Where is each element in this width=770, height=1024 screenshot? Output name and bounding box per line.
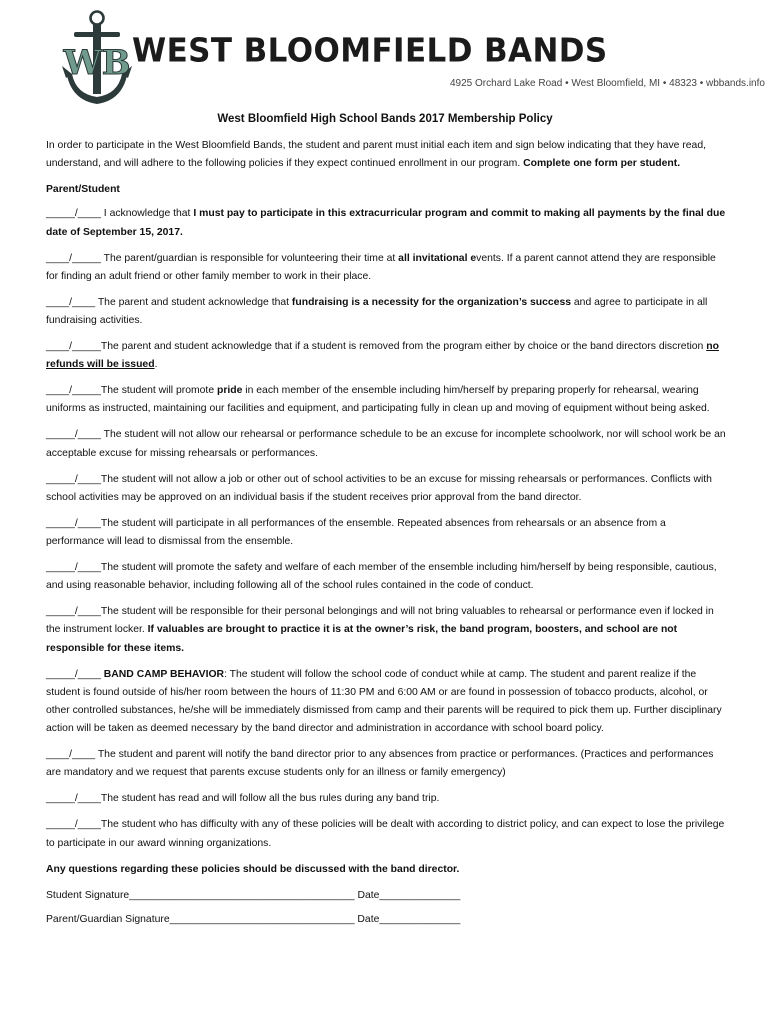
initial-blank[interactable]: ____/_____ bbox=[46, 252, 101, 264]
initial-blank[interactable]: _____/____ bbox=[46, 208, 101, 220]
policy-item-12: ____/____ The student and parent will notify the band director prior to any absences from practice or performances. (Practices and performances are mandatory and we request that parents excuse students only for an illness or family emergency) bbox=[46, 749, 714, 779]
policy-item-6: _____/____ The student will not allow our rehearsal or performance schedule to be an excuse for incomplete schoolwork, nor will school work be an acceptable excuse for missing rehearsals or performances. bbox=[46, 429, 726, 459]
policy-item-2: ____/_____ The parent/guardian is responsible for volunteering their time at all invitational events. If a parent cannot attend they are responsible for finding an adult friend or other family member to work in their place. bbox=[46, 252, 716, 282]
policy-item-13: _____/____The student has read and will follow all the bus rules during any band trip. bbox=[46, 793, 440, 805]
closing-note: Any questions regarding these policies should be discussed with the band director. bbox=[46, 863, 460, 875]
initial-blank[interactable]: _____/____ bbox=[46, 562, 101, 574]
parent-signature-line[interactable]: Parent/Guardian Signature________________________________ Date______________ bbox=[46, 913, 461, 925]
initial-blank[interactable]: ____/_____ bbox=[46, 341, 101, 353]
intro-paragraph: In order to participate in the West Bloomfield Bands, the student and parent must initial each item and sign below indicating that they have read, understand, and will adhere to the following policies if they expect continued enrollment in our program. Complete one form per student. bbox=[46, 140, 707, 170]
initial-blank[interactable]: _____/____ bbox=[46, 606, 101, 618]
anchor-logo-icon bbox=[60, 8, 135, 108]
policy-item-4: ____/_____The parent and student acknowledge that if a student is removed from the program either by choice or the band directors discretion no refunds will be issued. bbox=[46, 341, 719, 371]
initial-blank[interactable]: _____/____ bbox=[46, 819, 101, 831]
initial-blank[interactable]: _____/____ bbox=[46, 517, 101, 529]
section-heading: Parent/Student bbox=[46, 184, 120, 196]
document-title: West Bloomfield High School Bands 2017 Membership Policy bbox=[217, 113, 553, 125]
initial-blank[interactable]: ____/_____ bbox=[46, 385, 101, 397]
policy-item-10: _____/____The student will be responsible for their personal belongings and will not bring valuables to rehearsal or performance even if locked in the instrument locker. If valuables are brought to practice it is at the owner’s risk, the band program, boosters, and school are not responsible for these items. bbox=[46, 606, 714, 654]
initial-blank[interactable]: ____/____ bbox=[46, 296, 96, 308]
student-signature-line[interactable]: Student Signature_______________________________________ Date______________ bbox=[46, 889, 461, 901]
policy-item-5: ____/_____The student will promote pride in each member of the ensemble including him/herself by preparing properly for rehearsal, wearing uniforms as instructed, maintaining our facilities and equipment, and participating fully in clean up and moving of equipment without being asked. bbox=[46, 385, 710, 415]
initial-blank[interactable]: _____/____ bbox=[46, 473, 101, 485]
initial-blank[interactable]: _____/____ bbox=[46, 668, 101, 680]
policy-item-9: _____/____The student will promote the safety and welfare of each member of the ensemble including him/herself by being responsible, cautious, and using reasonable behavior, including following all of the school rules contained in the code of conduct. bbox=[46, 562, 717, 592]
policy-item-14: _____/____The student who has difficulty with any of these policies will be dealt with according to district policy, and can expect to lose the privilege to participate in our award winning organizations. bbox=[46, 819, 725, 849]
logo-letters: WB bbox=[63, 43, 131, 83]
brand-name: WEST BLOOMFIELD BANDS bbox=[132, 32, 608, 70]
initial-blank[interactable]: _____/____ bbox=[46, 429, 101, 441]
policy-body bbox=[46, 137, 726, 935]
policy-item-11: _____/____ BAND CAMP BEHAVIOR: The student will follow the school code of conduct while at camp. The student and parent realize if the student is found outside of his/her room between the hours of 11:30 PM and 6:00 AM or are found in possession of tobacco products, alcohol, or other controlled substances, he/she will be immediately dismissed from camp and their parents will be required to pick them up. Further disciplinary action will be taken as deemed necessary by the band director and administration in accordance with school board policy. bbox=[46, 668, 722, 735]
policy-item-8: _____/____The student will participate in all performances of the ensemble. Repeated absences from rehearsals or an absence from a performance will lead to dismissal from the ensemble. bbox=[46, 517, 666, 548]
policy-item-1: _____/____ I acknowledge that I must pay to participate in this extracurricular program and commit to making all payments by the final due date of September 15, 2017. bbox=[46, 208, 726, 238]
initial-blank[interactable]: _____/____ bbox=[46, 793, 101, 805]
policy-item-7: _____/____The student will not allow a job or other out of school activities to be an excuse for missing rehearsals or performances. Conflicts with school activities may be approved on an individual basis if the student receives prior approval from the band director. bbox=[46, 473, 712, 503]
letterhead bbox=[60, 8, 765, 108]
policy-item-3: ____/____ The parent and student acknowledge that fundraising is a necessity for the organization’s success and agree to participate in all fundraising activities. bbox=[46, 296, 708, 327]
initial-blank[interactable]: ____/____ bbox=[46, 749, 96, 761]
brand-address: 4925 Orchard Lake Road • West Bloomfield, MI • 48323 • wbbands.info bbox=[450, 78, 765, 89]
